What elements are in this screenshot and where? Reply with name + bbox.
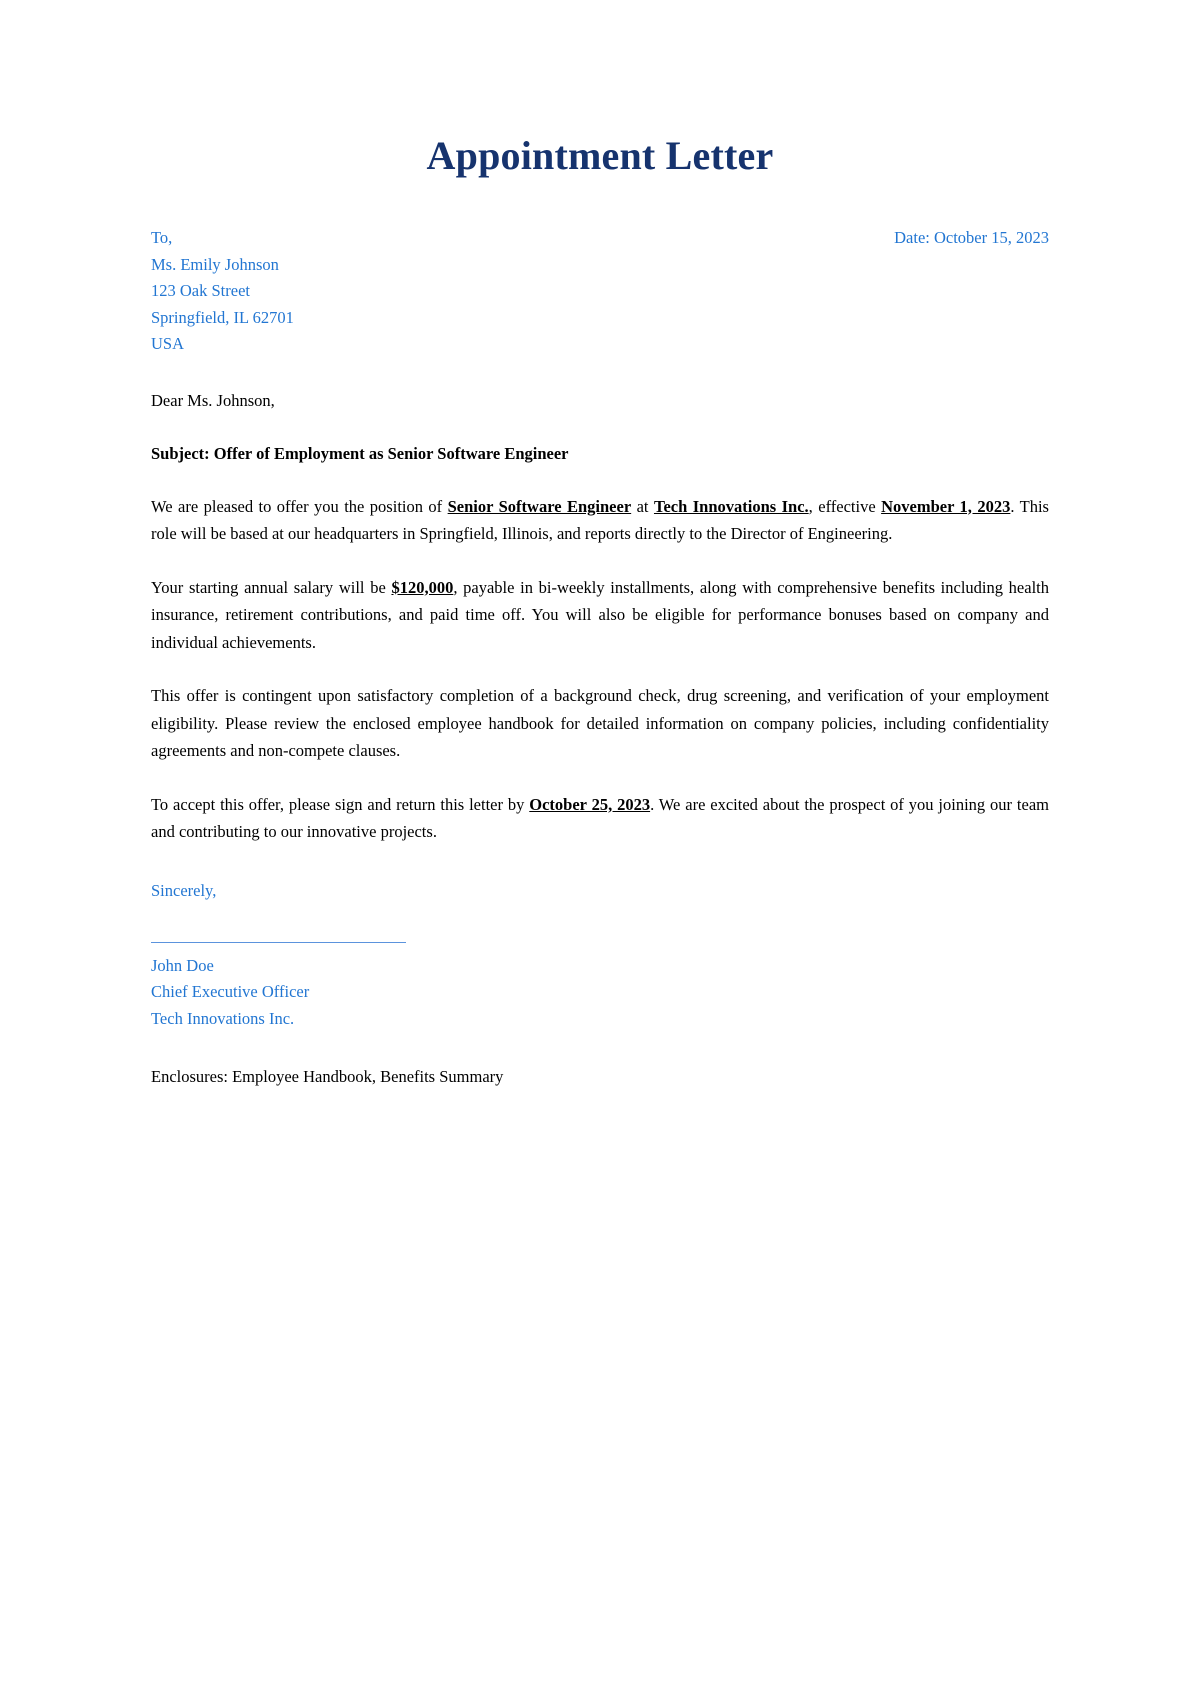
p4-text-2: . We are excited about the prospect of you joining our team and contributing to our innovative projects. (151, 794, 1050, 841)
paragraph-offer (151, 493, 1049, 548)
letter-header (151, 225, 1049, 358)
signatory-company: Tech Innovations Inc. (151, 1008, 295, 1028)
signatory-title: Chief Executive Officer (151, 982, 310, 1001)
paragraph-salary (151, 574, 1049, 657)
p4-emphasis-deadline: October 25, 2023 (529, 794, 651, 814)
closing-salutation: Sincerely, (151, 880, 217, 900)
p1-text-4: . This role will be based at our headquarters in Springfield, Illinois, and reports directly to the Director of Engineering. (151, 496, 1049, 543)
p1-emphasis-start-date: November 1, 2023 (881, 496, 1011, 516)
signature-block (151, 953, 1049, 1033)
p1-text-1: We are pleased to offer you the position of (151, 496, 448, 516)
p1-emphasis-company: Tech Innovations Inc. (653, 496, 809, 516)
paragraph-contingency: This offer is contingent upon satisfactory completion of a background check, drug screening, and verification of your employment eligibility. Please review the enclosed employee handbook for detailed information on company policies, including confidentiality agreements and non-compete clauses. (151, 686, 1049, 760)
subject-line: Subject: Offer of Employment as Senior Software Engineer (151, 443, 569, 463)
p1-text-2: at (631, 496, 654, 516)
salutation: Dear Ms. Johnson, (151, 390, 275, 410)
recipient-city-state-zip: Springfield, IL 62701 (151, 307, 294, 327)
p2-emphasis-salary: $120,000 (391, 577, 454, 597)
recipient-name: Ms. Emily Johnson (151, 254, 279, 274)
p2-text-2: , payable in bi-weekly installments, along with comprehensive benefits including health insurance, retirement contributions, and paid time off. You will also be eligible for performance bonuses based on company and individual achievements. (151, 577, 1050, 652)
recipient-street: 123 Oak Street (151, 281, 250, 300)
p1-text-3: , effective (808, 496, 882, 516)
recipient-country: USA (151, 334, 185, 353)
signature-rule (151, 942, 406, 943)
p1-emphasis-position: Senior Software Engineer (447, 496, 632, 516)
p2-text-1: Your starting annual salary will be (151, 577, 392, 597)
paragraph-acceptance (151, 791, 1049, 846)
page-title: Appointment Letter (426, 133, 774, 178)
to-label: To, (151, 228, 173, 247)
letter-content (151, 0, 1049, 1090)
recipient-address-block (151, 225, 294, 358)
signatory-name: John Doe (151, 955, 214, 975)
p4-text-1: To accept this offer, please sign and return this letter by (151, 794, 530, 814)
letter-date: Date: October 15, 2023 (894, 228, 1049, 247)
enclosures-line: Enclosures: Employee Handbook, Benefits Summary (151, 1067, 504, 1086)
